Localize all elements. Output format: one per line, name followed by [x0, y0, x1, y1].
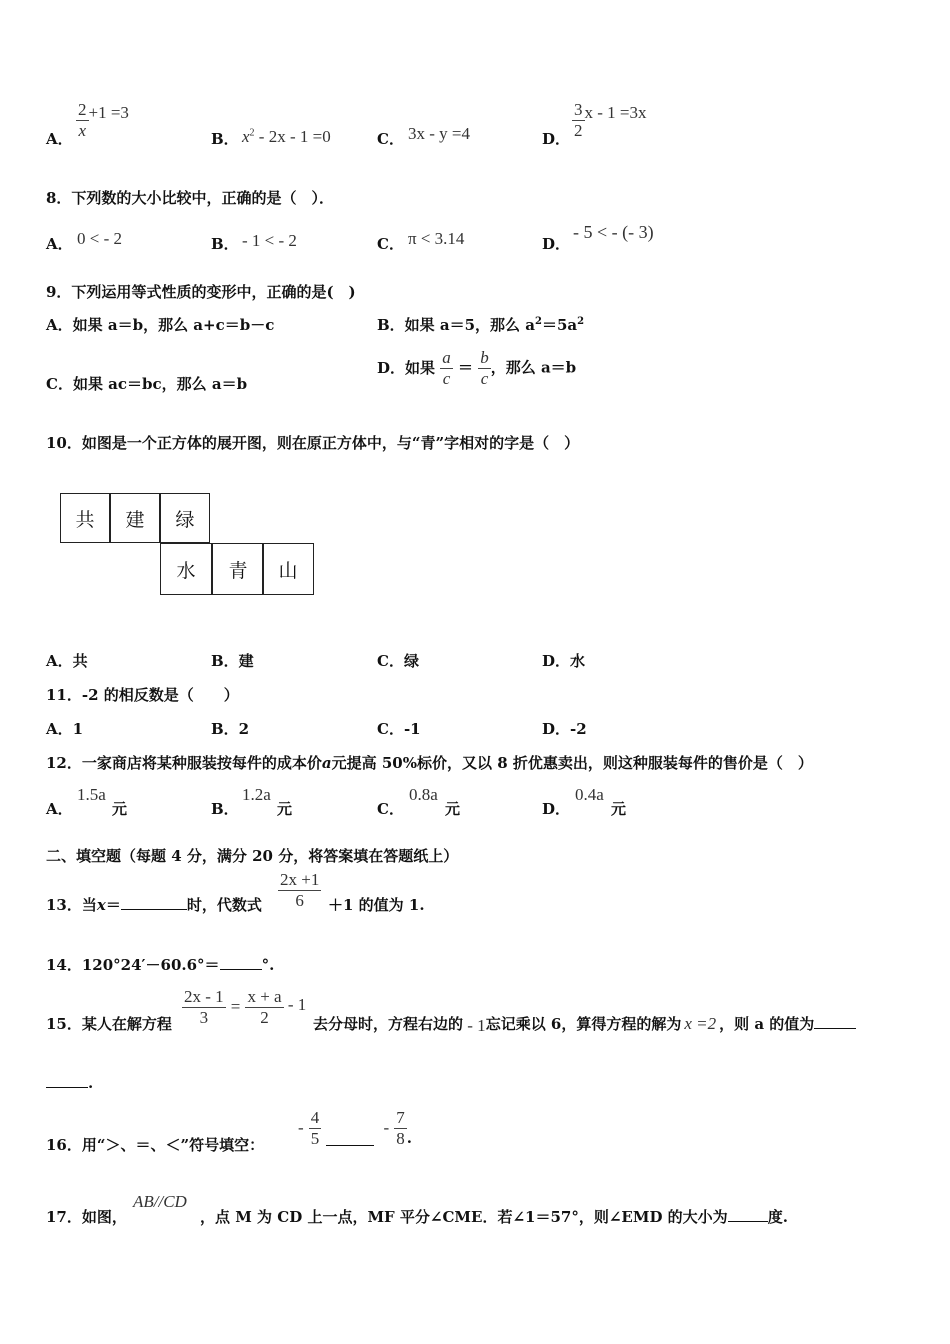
q16-answer-blank[interactable]: [326, 1131, 374, 1146]
q12-stem: 12．一家商店将某种服装按每件的成本价a元提高 50%标价，又以 8 折优惠卖出，则这种服装每件的售价是（ ）: [46, 754, 813, 772]
q12-option-b-label: B．: [211, 800, 239, 818]
q7-option-a: A．: [46, 130, 73, 148]
q9-option-a: A．如果 a＝b，那么 a+c＝b－c: [46, 316, 275, 334]
q12-option-c-label: C．: [377, 800, 404, 818]
q11-option-c: C．-1: [377, 720, 421, 738]
q8-option-d-label: D．: [542, 235, 571, 253]
q8-option-c: π < 3.14: [408, 229, 465, 248]
q7-option-a-expr: $\frac{2}{x}$ +1 =3: [78, 100, 129, 140]
net-cell-3: 绿: [160, 493, 210, 543]
q8-stem: 8．下列数的大小比较中，正确的是（ ）．: [46, 189, 334, 207]
q12-option-c-unit: 元: [445, 800, 461, 818]
q8-option-a-label: A．: [46, 235, 73, 253]
q7-option-d-expr: $\frac{3}{2}$ x - 1 =3x: [574, 100, 647, 140]
q10-option-a: A．共: [46, 652, 88, 670]
q7-option-c-expr: 3x - y =4: [408, 124, 470, 143]
q12-option-b-expr: 1.2a: [242, 785, 271, 804]
q11-option-b: B．2: [211, 720, 250, 738]
q8-option-b-label: B．: [211, 235, 239, 253]
q12-option-a-label: A．: [46, 800, 73, 818]
q10-option-c: C．绿: [377, 652, 419, 670]
q11-option-d: D．-2: [542, 720, 587, 738]
q8-option-b: - 1 < - 2: [242, 231, 297, 250]
section-2-heading: 二、填空题（每题 4 分，满分 20 分，将答案填在答题纸上）: [46, 847, 459, 865]
net-cell-2: 建: [110, 493, 160, 543]
net-cell-1: 共: [60, 493, 110, 543]
net-cell-4: 水: [160, 543, 212, 595]
q16-expression: - $\frac{4}{5}$ - $\frac{7}{8}$ .: [298, 1108, 412, 1148]
q7-option-c: C．: [377, 130, 404, 148]
q12-option-a-expr: 1.5a: [77, 785, 106, 804]
q13-text: 13．当x＝ 时，代数式: [46, 896, 262, 914]
q7-option-b-expr: $x^2 - 2x - 1 =0$: [242, 127, 331, 146]
q15-continued: .: [46, 1073, 93, 1092]
q12-option-a-unit: 元: [112, 800, 128, 818]
q17-parallel-expr: AB//CD: [133, 1192, 187, 1211]
q10-option-b: B．建: [211, 652, 254, 670]
q17-pre: 17．如图，: [46, 1208, 127, 1226]
q15-answer-blank-1[interactable]: [814, 1014, 856, 1029]
q9-option-c: C．如果 ac＝bc，那么 a＝b: [46, 375, 248, 393]
q11-option-a: A．1: [46, 720, 84, 738]
q10-option-d: D．水: [542, 652, 586, 670]
net-cell-5: 青: [212, 543, 264, 595]
q9-stem: 9．下列运用等式性质的变形中，正确的是( ): [46, 283, 356, 301]
q7-option-b: B．: [211, 130, 239, 148]
q12-option-d-label: D．: [542, 800, 571, 818]
q14-text: 14．120°24′－60.6°＝ °.: [46, 956, 275, 974]
q17-answer-blank[interactable]: [728, 1207, 768, 1222]
q8-option-a: 0 < - 2: [77, 229, 122, 248]
q12-option-d-expr: 0.4a: [575, 785, 604, 804]
q12-option-b-unit: 元: [277, 800, 293, 818]
net-cell-6: 山: [262, 543, 314, 595]
q11-stem: 11．-2 的相反数是（ ）: [46, 686, 239, 704]
cube-net-diagram: [60, 493, 320, 603]
q13-tail: ＋1 的值为 1.: [328, 896, 425, 914]
q12-option-d-unit: 元: [611, 800, 627, 818]
q10-stem: 10．如图是一个正方体的展开图，则在原正方体中，与“青”字相对的字是（ ）: [46, 434, 580, 452]
q8-option-d: - 5 < - (- 3): [573, 222, 654, 242]
q9-option-d: D．如果 $\frac{a}{c}$ ＝ $\frac{b}{c}$ ，那么 a＝b: [377, 348, 577, 388]
q17-text: ，点 M 为 CD 上一点，MF 平分∠CME．若∠1＝57°，则∠EMD 的大小为 度.: [200, 1208, 788, 1226]
q16-pre: 16．用“＞、＝、＜”符号填空：: [46, 1136, 265, 1154]
q12-option-c-expr: 0.8a: [409, 785, 438, 804]
q7-option-d: D．: [542, 130, 571, 148]
q15-mid: 去分母时，方程右边的 - 1忘记乘以 6，算得方程的解为 x =2 ，则 a 的值为: [313, 1013, 856, 1034]
q13-fraction: $\frac{2x +1}{6}$: [280, 870, 320, 910]
q14-answer-blank[interactable]: [220, 955, 262, 970]
q13-answer-blank[interactable]: [121, 895, 187, 910]
q15-answer-blank-2[interactable]: [46, 1073, 88, 1088]
q9-option-b: B．如果 a＝5，那么 $a^2=5a^2$: [377, 316, 585, 334]
q15-equation: $\frac{2x - 1}{3}$ = $\frac{x + a}{2}$ - 1: [184, 987, 307, 1027]
q15-pre: 15．某人在解方程: [46, 1015, 172, 1033]
q8-option-c-label: C．: [377, 235, 404, 253]
